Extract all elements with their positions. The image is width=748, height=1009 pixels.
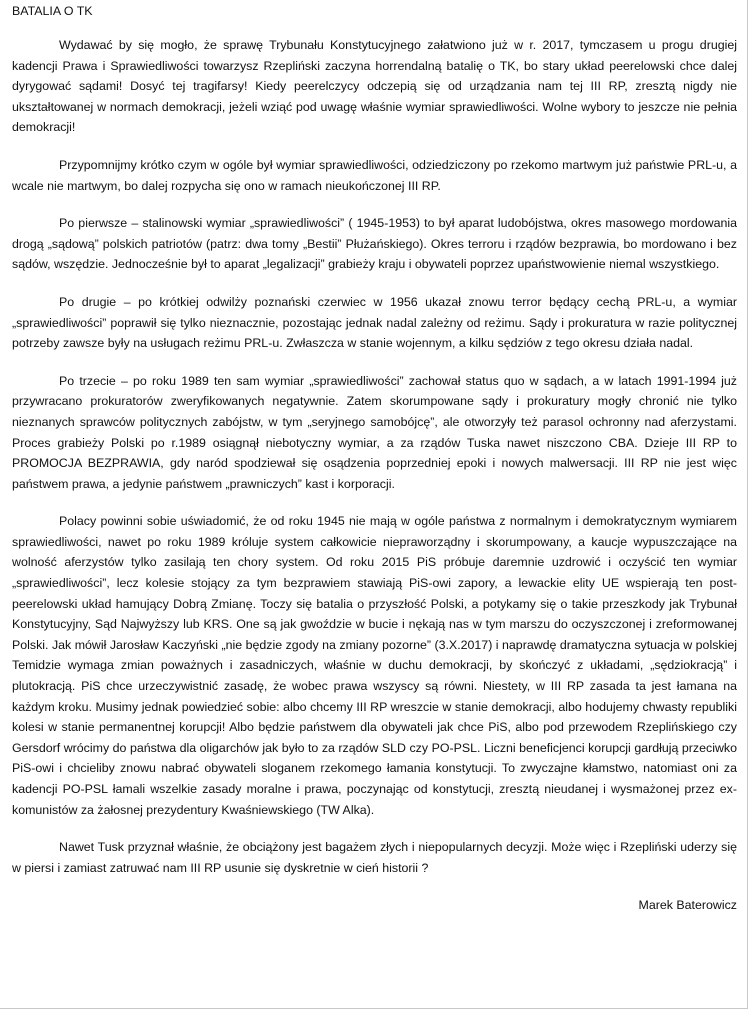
paragraph-1: Wydawać by się mogło, że sprawę Trybunału Konstytucyjnego załatwiono już w r. 2017, tymczasem u progu drugiej kadencji Prawa i Sprawiedliwości towarzysz Rzepliński zaczyna horrendalną batalię o TK, bo stary układ peerelowski chce dalej dyrygować sądami! Dosyć tej tragifarsy! Kiedy peerelczycy odczepią się od urządzania nam tej III RP, zresztą nigdy nie ukształtowanej w normach demokracji, jeżeli wziąć pod uwagę właśnie wymiar sprawiedliwości. Wolne wybory to jeszcze nie pełnia demokracji!	[12, 38, 737, 135]
paragraph-3: Po pierwsze – stalinowski wymiar „sprawiedliwości” ( 1945-1953) to był aparat ludobójstwa, okres masowego mordowania drogą „sądową” polskich patriotów (patrz: dwa tomy „Bestii” Płużańskiego). Okres terroru i rządów bezprawia, bo mordowano i bez sądów, wszędzie. Jednocześnie był to aparat „legalizacji” grabieży kraju i obywateli poprzez upaństwowienie niemal wszystkiego.	[12, 216, 737, 272]
paragraph-6: Polacy powinni sobie uświadomić, że od roku 1945 nie mają w ogóle państwa z normalnym i demokratycznym wymiarem sprawiedliwości, nawet po roku 1989 króluje system całkowicie niepraworządny i skorumpowany, a kaucje wypuszczające na wolność aferzystów tylko zasilają ten chory system. Od roku 2015 PiS próbuje daremnie uzdrowić i oczyścić ten wymiar „sprawiedliwości”, lecz kolesie stojący za tym bezprawiem stawiają PiS-owi zapory, a lewackie elity UE wspierają ten post-peerelowski układ hamujący Dobrą Zmianę. Toczy się batalia o przyszłość Polski, a potykamy się o takie przeszkody jak Trybunał Konstytucyjny, Sąd Najwyższy lub KRS. One są jak gwoździe w bucie i nękają nas w tym marszu do oczyszczonej i zreformowanej Polski. Jak mówił Jarosław Kaczyński „nie będzie zgody na zmiany pozorne” (3.X.2017) i naprawdę dramatyczna sytuacja w polskiej Temidzie wymaga zmian poważnych i zasadniczych, właśnie w duchu demokracji, by skończyć z układami, „sędziokracją” i plutokracją. PiS chce urzeczywistnić zasadę, że wobec prawa wszyscy są równi. Niestety, w III RP zasada ta jest łamana na każdym kroku. Musimy jednak powiedzieć sobie: albo chcemy III RP wreszcie w stanie demokracji, albo hodujemy chwasty republiki kolesi w stanie permanentnej korupcji! Albo będzie państwem dla obywateli jak chce PiS, albo pod przewodem Rzeplińskiego czy Gersdorf wrócimy do państwa dla oligarchów jak było to za rządów SLD czy PO-PSL. Liczni beneficjenci korupcji gardłują przeciwko PiS-owi i chcieliby znowu nabrać obywateli sloganem rzekomego łamania konstytucji. To zwyczajne kłamstwo, natomiast oni za kadencji PO-PSL łamali wszelkie zasady moralne i prawa, poczynając od konstytucji, zresztą nieudanej i wysmażonej przez ex-komunistów za żałosnej prezydentury Kwaśniewskiego (TW Alka).	[12, 514, 737, 817]
paragraph-2: Przypomnijmy krótko czym w ogóle był wymiar sprawiedliwości, odziedziczony po rzekomo martwym już państwie PRL-u, a wcale nie martwym, bo dalej rozpycha się ono w ramach nieukończonej III RP.	[12, 157, 737, 193]
author-signature: Marek Baterowicz	[638, 898, 737, 913]
paragraph-4: Po drugie – po krótkiej odwilży poznański czerwiec w 1956 ukazał znowu terror będący cechą PRL-u, a wymiar „sprawiedliwości” poprawił się tylko nieznacznie, pozostając jednak nadal zależny od reżimu. Sądy i prokuratura w razie politycznej potrzeby zawsze były na usługach reżimu PRL-u. Zwłaszcza w stanie wojennym, a kilku sędziów z tego okresu działa nadal.	[12, 294, 737, 351]
paragraph-5: Po trzecie – po roku 1989 ten sam wymiar „sprawiedliwości” zachował status quo w sądach, a w latach 1991-1994 już przywracano prokuratorów zweryfikowanych negatywnie. Zatem skorumpowane sądy i prokuratury mogły chronić nie tylko nieznanych sprawców politycznych zabójstw, w tym „seryjnego samobójcę”, ale otworzyły też parasol ochronny nad aferzystami. Proces grabieży Polski po r.1989 osiągnął niebotyczny wymiar, a za rządów Tuska nawet niszczono CBA. Dzieje III RP to PROMOCJA BEZPRAWIA, gdy naród spodziewał się osądzenia poprzedniej epoki i nowych malwersacji. III RP nie jest więc państwem prawa, a jedynie państwem „prawniczych” kast i korporacji.	[12, 373, 737, 491]
document-title: BATALIA O TK	[12, 4, 93, 18]
paragraph-7: Nawet Tusk przyznał właśnie, że obciążony jest bagażem złych i niepopularnych decyzji. Może więc i Rzepliński uderzy się w piersi i zamiast zatruwać nam III RP usunie się dyskretnie w cień historii ?	[12, 840, 737, 875]
